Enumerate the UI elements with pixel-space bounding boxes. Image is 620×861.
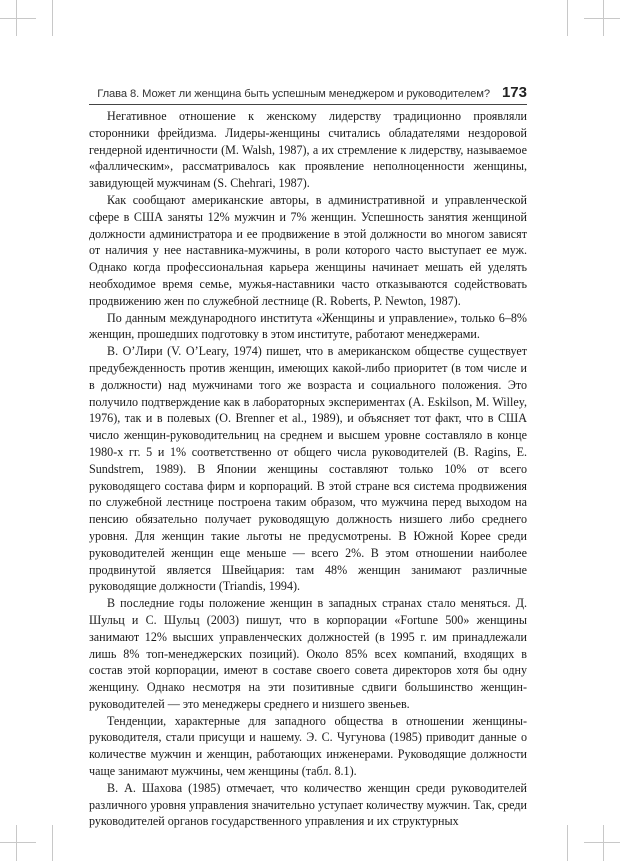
- paragraph: В последние годы положение женщин в западных странах стало меняться. Д. Шульц и С. Шульц (2003) пишут, что в корпорации «Fortune 500» женщины занимают 12% высших управленческих должностей (в 1995 г. им принадлежали лишь 8% топ-менеджерских позиций). Около 85% всех компаний, входящих в состав этой корпорации, имеют в составе своего совета директоров хотя бы одну женщину. Однако несмотря на эти позитивные сдвиги большинство женщин-руководителей — это менеджеры среднего и низшего звеньев.: [89, 596, 527, 711]
- crop-mark: [0, 842, 36, 843]
- page-header: [89, 78, 527, 105]
- crop-mark: [0, 18, 36, 19]
- paragraph: Негативное отношение к женскому лидерству традиционно проявляли сторонники фрейдизма. Лидеры-женщины считались обладателями нездоровой гендерной идентичности (M. Walsh, 1987), а их стремление к лидерству, называемое «фаллическим», рассматривалось как проявление неполноценности женщины, завидующей мужчинам (S. Chehrari, 1987).: [89, 109, 527, 191]
- page-number: 173: [501, 84, 527, 101]
- page-body: [89, 108, 527, 830]
- crop-mark: [584, 18, 620, 19]
- paragraph: Как сообщают американские авторы, в административной и управленческой сфере в США заняты 12% мужчин и 7% женщин. Успешность занятия женщиной должности администратора и ее продвижение в этой должности во многом зависят от наличия у нее наставника-мужчины, в роли которого часто выступает ее муж. Однако когда профессиональная карьера женщины начинает мешать ей уделять необходимое время семье, мужья-наставники часто отказываются содействовать продвижению жен по служебной лестнице (R. Roberts, P. Newton, 1987).: [89, 192, 527, 308]
- crop-mark: [584, 842, 620, 843]
- paragraph: Тенденции, характерные для западного общества в отношении женщины-руководителя, стали присущи и нашему. Э. С. Чугунова (1985) приводит данные о количестве мужчин и женщин, работающих инженерами. Руководящие должности чаще занимают мужчины, чем женщины (табл. 8.1).: [89, 713, 527, 779]
- paragraph: По данным международного института «Женщины и управление», только 6–8% женщин, прошедших подготовку в этом институте, работают менеджерами.: [89, 310, 527, 342]
- crop-mark: [16, 825, 17, 861]
- paragraph: В. О’Лири (V. O’Leary, 1974) пишет, что в американском обществе существует предубежденность против женщин, имеющих какой-либо приоритет (в том числе и в должности) над мужчинами того же возраста и социального положения. Это получило подтверждение как в лабораторных экспериментах (A. Eskilson, M. Willey, 1976), так и в полевых (O. Brenner et al., 1989), и объясняет тот факт, что в США число женщин-руководительниц на среднем и высшем уровне составляло в конце 1980-х гг. 5 и 1% соответственно от общего числа руководителей (B. Ragins, E. Sundstrem, 1989). В Японии женщины составляют только 10% от всего руководящего состава фирм и корпораций. В этой стране вся система продвижения по служебной лестнице построена таким образом, что мужчина перед выходом на пенсию обязательно получает руководящую должность низшего либо среднего уровня. Для женщин такие льготы не предусмотрены. В Южной Корее среди руководителей женщин еще меньше — всего 2%. В этом отношении наиболее продвинутой является Швейцария: там 48% женщин занимают различные руководящие должности (Triandis, 1994).: [89, 344, 527, 594]
- crop-mark: [52, 0, 53, 36]
- paragraph: В. А. Шахова (1985) отмечает, что количество женщин среди руководителей различного уровня управления значительно уступает количеству мужчин. Так, среди руководителей органов государственного управления и их структурных: [89, 780, 527, 829]
- running-title: Глава 8. Может ли женщина быть успешным менеджером и руководителем?: [97, 88, 490, 100]
- crop-mark: [567, 825, 568, 861]
- crop-mark: [603, 825, 604, 861]
- crop-mark: [567, 0, 568, 36]
- crop-mark: [52, 825, 53, 861]
